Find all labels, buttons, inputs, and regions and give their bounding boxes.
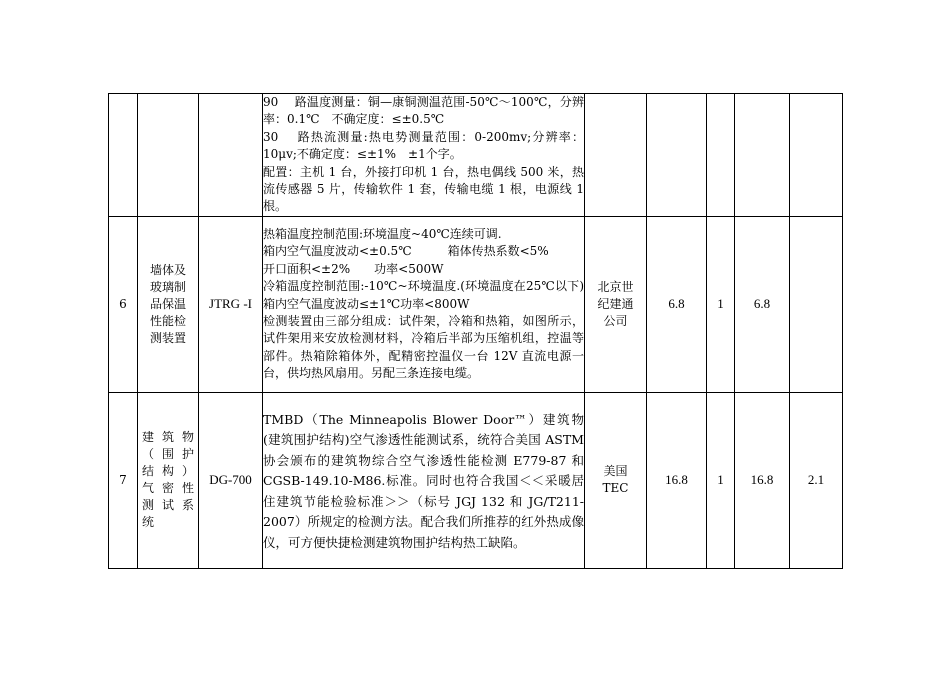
manufacturer — [585, 94, 647, 217]
equipment-name-line: 建 筑 物 — [142, 430, 194, 445]
model-number: JTRG -I — [199, 216, 263, 392]
description — [263, 392, 588, 568]
description-paragraph: 箱内空气温度波动<±0.5℃ 箱体传热系数<5% — [263, 244, 549, 259]
description-paragraph: 热箱温度控制范围:环境温度~40℃连续可调. — [263, 227, 502, 242]
equipment-name-line: 玻璃制 — [149, 279, 186, 294]
description-paragraph: 开口面积<±2% 功率<500W — [263, 261, 444, 276]
unit-price: 16.8 — [647, 392, 707, 568]
total-price — [735, 94, 790, 217]
equipment-name-line: 测装置 — [149, 330, 186, 345]
manufacturer — [585, 392, 647, 568]
description-paragraph: 30 路热流测量:热电势测量范围：0-200mv;分辨率：10μv;不确定度：≤±1% ±1个字。 — [263, 129, 584, 162]
manufacturer-line: 美国 — [603, 464, 628, 479]
equipment-name — [138, 392, 199, 568]
manufacturer-line: 北京世 — [597, 279, 634, 294]
total-price: 6.8 — [735, 216, 790, 392]
description — [263, 216, 585, 392]
unit-price — [647, 94, 707, 217]
table-row — [109, 392, 843, 568]
equipment-name-line: 结构） — [142, 464, 194, 479]
description-paragraph: 90 路温度测量：铜—康铜测温范围-50℃～100℃，分辨率：0.1℃ 不确定度：≤±0.5℃ — [263, 95, 584, 127]
total-price: 16.8 — [735, 392, 790, 568]
equipment-name-line: 气 密 性 — [142, 481, 194, 496]
quantity: 1 — [707, 392, 735, 568]
extra-value — [790, 216, 843, 392]
quantity — [707, 94, 735, 217]
description-paragraph: 配置：主机 1 台，外接打印机 1 台，热电偶线 500 米，热流传感器 5 片，传输软件 1 套，传输电缆 1 根，电源线 1 根。 — [263, 164, 588, 214]
model-number: DG-700 — [199, 392, 263, 568]
table-row — [109, 216, 843, 392]
description-paragraph: 检测装置由三部分组成：试件架，冷箱和热箱，如图所示，试件架用来安放检测材料，冷箱后半部为压缩机组，控温等部件。热箱除箱体外，配精密控温仪一台 12V 直流电源一台，供均热风扇用。另配三条连接电缆。 — [263, 314, 584, 381]
description-paragraph: 冷箱温度控制范围:-10℃~环境温度.(环境温度在25℃以下)箱内空气温度波动≤±1℃功率<800W — [263, 279, 584, 311]
table-row — [109, 94, 843, 217]
manufacturer — [585, 216, 647, 392]
row-index — [109, 94, 138, 217]
table-body — [109, 94, 843, 569]
manufacturer-line: TEC — [602, 481, 629, 496]
description — [263, 94, 588, 217]
equipment-name-line: （ 围 护 — [142, 447, 194, 462]
unit-price: 6.8 — [647, 216, 707, 392]
row-index: 6 — [109, 216, 138, 392]
quantity: 1 — [707, 216, 735, 392]
description-paragraph: TMBD（The Minneapolis Blower Door™）建筑物(建筑围护结构)空气渗透性能测试系，统符合美国 ASTM 协会颁布的建筑物综合空气渗透性能检测 E779-87 和 CGSB-149.10-M86.标准。同时也符合我国＜＜采暖居住建筑节能检验标准＞＞（标号 JGJ 132 和 JG/T211-2007）所规定的检测方法。配合我们所推荐的红外热成像仪，可方便快捷检测建筑物围护结构热工缺陷。 — [263, 411, 588, 550]
equipment-name — [138, 94, 199, 217]
equipment-name-line: 墙体及 — [149, 262, 186, 277]
equipment-name-line: 品保温 — [149, 296, 186, 311]
equipment-name-line: 性能检 — [149, 313, 186, 328]
equipment-name-line: 统 — [142, 515, 155, 530]
model-number — [199, 94, 263, 217]
manufacturer-line: 纪建通 — [597, 296, 634, 311]
extra-value: 2.1 — [790, 392, 843, 568]
equipment-name — [138, 216, 199, 392]
extra-value — [790, 94, 843, 217]
equipment-table — [108, 93, 843, 569]
manufacturer-line: 公司 — [603, 313, 628, 328]
equipment-name-line: 测 试 系 — [142, 498, 194, 513]
row-index: 7 — [109, 392, 138, 568]
